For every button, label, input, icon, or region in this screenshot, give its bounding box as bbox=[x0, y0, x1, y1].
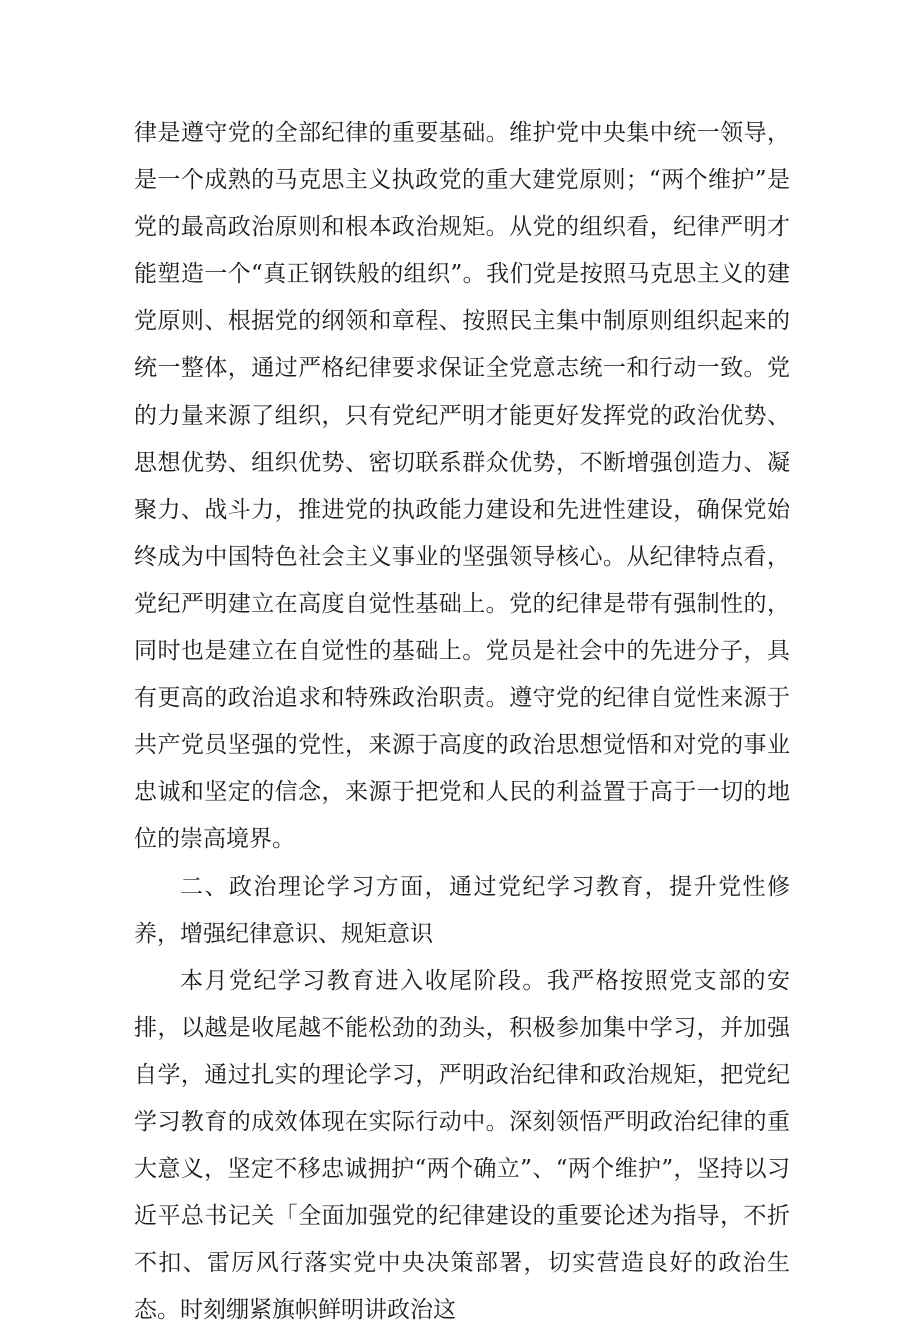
section-heading: 二、政治理论学习方面，通过党纪学习教育，提升党性修养，增强纪律意识、规矩意识 bbox=[134, 873, 790, 947]
document-body bbox=[134, 110, 790, 1334]
paragraph-continuation: 律是遵守党的全部纪律的重要基础。维护党中央集中统一领导，是一个成熟的马克思主义执政党的重大建党原则；“两个维护”是党的最高政治原则和根本政治规矩。从党的组织看，纪律严明才能塑造一个“真正钢铁般的组织”。我们党是按照马克思主义的建党原则、根据党的纲领和章程、按照民主集中制原则组织起来的统一整体，通过严格纪律要求保证全党意志统一和行动一致。党的力量来源了组织，只有党纪严明才能更好发挥党的政治优势、思想优势、组织优势、密切联系群众优势，不断增强创造力、凝聚力、战斗力，推进党的执政能力建设和先进性建设，确保党始终成为中国特色社会主义事业的坚强领导核心。从纪律特点看，党纪严明建立在高度自觉性基础上。党的纪律是带有强制性的，同时也是建立在自觉性的基础上。党员是社会中的先进分子，具有更高的政治追求和特殊政治职责。遵守党的纪律自觉性来源于共产党员坚强的党性，来源于高度的政治思想觉悟和对党的事业忠诚和坚定的信念，来源于把党和人民的利益置于高于一切的地位的崇高境界。 bbox=[134, 120, 790, 853]
paragraph-body: 本月党纪学习教育进入收尾阶段。我严格按照党支部的安排，以越是收尾越不能松劲的劲头，积极参加集中学习，并加强自学，通过扎实的理论学习，严明政治纪律和政治规矩，把党纪学习教育的成效体现在实际行动中。深刻领悟严明政治纪律的重大意义，坚定不移忠诚拥护“两个确立”、“两个维护”，坚持以习近平总书记关「全面加强党的纪律建设的重要论述为指导，不折不扣、雷厉风行落实党中央决策部署，切实营造良好的政治生态。时刻绷紧旗帜鲜明讲政治这 bbox=[134, 967, 790, 1324]
